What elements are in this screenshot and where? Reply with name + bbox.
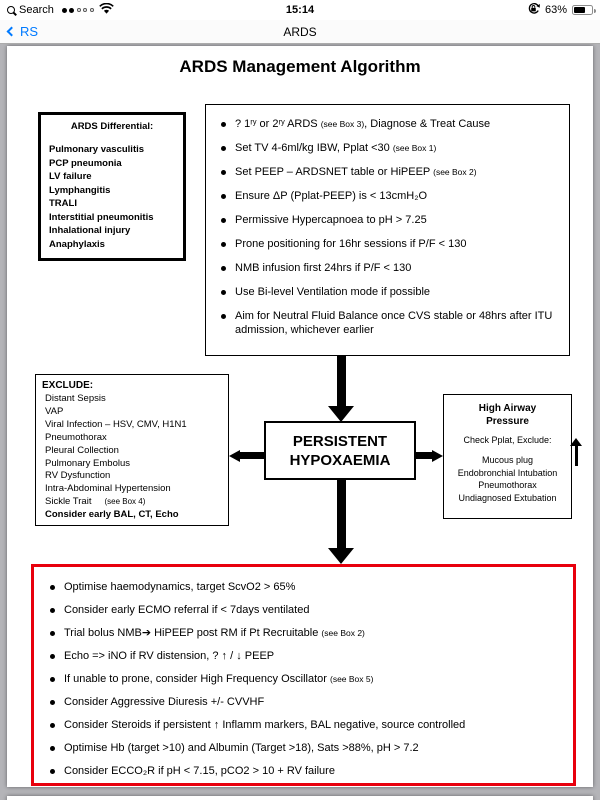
- signal-dot: [90, 8, 94, 12]
- signal-dot: [77, 8, 81, 12]
- exclude-item: Consider early BAL, CT, Echo: [45, 509, 179, 521]
- management-bullet: Prone positioning for 16hr sessions if P/F < 130: [218, 237, 561, 251]
- high-airway-pressure-item: Mucous plug: [481, 455, 534, 465]
- differential-item: Anaphylaxis: [49, 238, 105, 250]
- differential-list: [47, 143, 177, 251]
- next-page-edge: [7, 796, 593, 800]
- exclude-item: VAP: [45, 405, 64, 417]
- wifi-icon: [99, 3, 114, 17]
- management-bullet: Set PEEP – ARDSNET table or HiPEEP (see Box 2): [218, 165, 561, 179]
- high-airway-pressure-item: Pneumothorax: [478, 480, 537, 490]
- rescue-bullet: Consider Aggressive Diuresis +/- CVVHF: [47, 695, 565, 709]
- arrow-down-management-to-hypoxaemia-icon: [328, 356, 354, 422]
- differential-box: [38, 112, 186, 261]
- differential-item: PCP pneumonia: [49, 157, 122, 169]
- differential-item: Interstitial pneumonitis: [49, 211, 154, 223]
- battery-icon: [572, 5, 593, 15]
- differential-box-title: ARDS Differential:: [70, 121, 154, 132]
- status-bar-right: [527, 2, 593, 18]
- persistent-hypoxaemia-box: [264, 421, 416, 480]
- status-bar-left: [7, 3, 114, 17]
- high-airway-pressure-title: High Airway Pressure: [478, 403, 537, 427]
- exclude-item: Pneumothorax: [45, 431, 107, 443]
- high-airway-pressure-list: [447, 454, 568, 504]
- differential-item: Lymphangitis: [49, 184, 111, 196]
- document-page: [7, 46, 593, 787]
- arrow-left-hypoxaemia-to-exclude-icon: [229, 449, 264, 462]
- exclude-item: RV Dysfunction: [45, 470, 111, 482]
- back-to-search-button[interactable]: [7, 4, 54, 16]
- rescue-bullet: If unable to prone, consider High Frequency Oscillator (see Box 5): [47, 672, 565, 686]
- rescue-strategies-box: [31, 564, 576, 786]
- persistent-hypoxaemia-line2: HYPOXAEMIA: [289, 451, 391, 469]
- back-button[interactable]: [8, 24, 38, 39]
- exclude-list: [42, 393, 222, 522]
- rescue-bullet: Optimise Hb (target >10) and Albumin (Target >18), Sats >88%, pH > 7.2: [47, 741, 565, 755]
- high-airway-pressure-box: [443, 394, 572, 519]
- document-scroll-area[interactable]: [0, 44, 600, 800]
- high-airway-pressure-subtitle: Check Pplat, Exclude:: [463, 435, 552, 445]
- differential-item: TRALI: [49, 198, 77, 209]
- exclude-item: Intra-Abdominal Hypertension: [45, 483, 171, 495]
- back-label: RS: [20, 24, 39, 39]
- arrow-right-hypoxaemia-to-high-airway-pressure-icon: [416, 449, 443, 462]
- chevron-left-icon: [7, 27, 17, 37]
- signal-dot: [83, 8, 87, 12]
- magnifier-icon: [7, 6, 15, 14]
- management-bullet: ? 1ʳʸ or 2ʳʸ ARDS (see Box 3), Diagnose & Treat Cause: [218, 117, 561, 131]
- signal-dot: [69, 8, 74, 13]
- exclude-item: Pleural Collection: [45, 444, 119, 456]
- management-box: [205, 104, 570, 356]
- management-list: [218, 117, 561, 337]
- arrow-up-high-airway-pressure-icon: [570, 438, 582, 466]
- status-time: 15:14: [285, 4, 315, 16]
- rescue-bullet: Trial bolus NMB➔ HiPEEP post RM if Pt Recruitable (see Box 2): [47, 626, 565, 640]
- management-bullet: Aim for Neutral Fluid Balance once CVS stable or 48hrs after ITU admission, whichever earlier: [218, 309, 561, 337]
- rescue-bullet: Optimise haemodynamics, target ScvO2 > 65%: [47, 580, 565, 594]
- rescue-bullet: Consider early ECMO referral if < 7days ventilated: [47, 603, 565, 617]
- rescue-bullet: Consider Steroids if persistent ↑ Inflamm markers, BAL negative, source controlled: [47, 718, 565, 732]
- cellular-signal-dots-icon: [62, 8, 94, 13]
- exclude-box: [35, 374, 229, 526]
- arrow-down-hypoxaemia-to-rescue-icon: [328, 480, 354, 564]
- high-airway-pressure-item: Undiagnosed Extubation: [458, 492, 557, 503]
- differential-item: Inhalational injury: [49, 225, 131, 236]
- nav-bar: [0, 20, 600, 44]
- rescue-list: [47, 580, 565, 778]
- exclude-box-title: EXCLUDE:: [42, 380, 94, 391]
- document-title: ARDS Management Algorithm: [179, 57, 421, 76]
- signal-dot: [62, 8, 67, 13]
- persistent-hypoxaemia-line1: PERSISTENT: [292, 432, 388, 450]
- exclude-item: Pulmonary Embolus: [45, 457, 131, 469]
- exclude-item: Viral Infection – HSV, CMV, H1N1: [45, 418, 187, 430]
- orientation-lock-icon: [527, 2, 540, 18]
- exclude-item: Distant Sepsis: [45, 393, 106, 404]
- high-airway-pressure-item: Endobronchial Intubation: [457, 467, 558, 478]
- management-bullet: Use Bi-level Ventilation mode if possible: [218, 285, 561, 299]
- rescue-bullet: Echo => iNO if RV distension, ? ↑ / ↓ PEEP: [47, 649, 565, 663]
- management-bullet: Set TV 4-6ml/kg IBW, Pplat <30 (see Box 1): [218, 141, 561, 155]
- differential-item: LV failure: [49, 171, 92, 182]
- management-bullet: Permissive Hypercapnoea to pH > 7.25: [218, 213, 561, 227]
- search-label: Search: [19, 4, 54, 16]
- nav-title: ARDS: [283, 24, 317, 39]
- rescue-bullet: Consider ECCO₂R if pH < 7.15, pCO2 > 10 + RV failure: [47, 764, 565, 778]
- differential-item: Pulmonary vasculitis: [49, 144, 145, 155]
- management-bullet: Ensure ΔP (Pplat-PEEP) is < 13cmH₂O: [218, 189, 561, 203]
- exclude-item: Sickle Trait (see Box 4): [45, 496, 146, 508]
- battery-percent: 63%: [544, 4, 567, 16]
- status-bar: [0, 0, 600, 20]
- management-bullet: NMB infusion first 24hrs if P/F < 130: [218, 261, 561, 275]
